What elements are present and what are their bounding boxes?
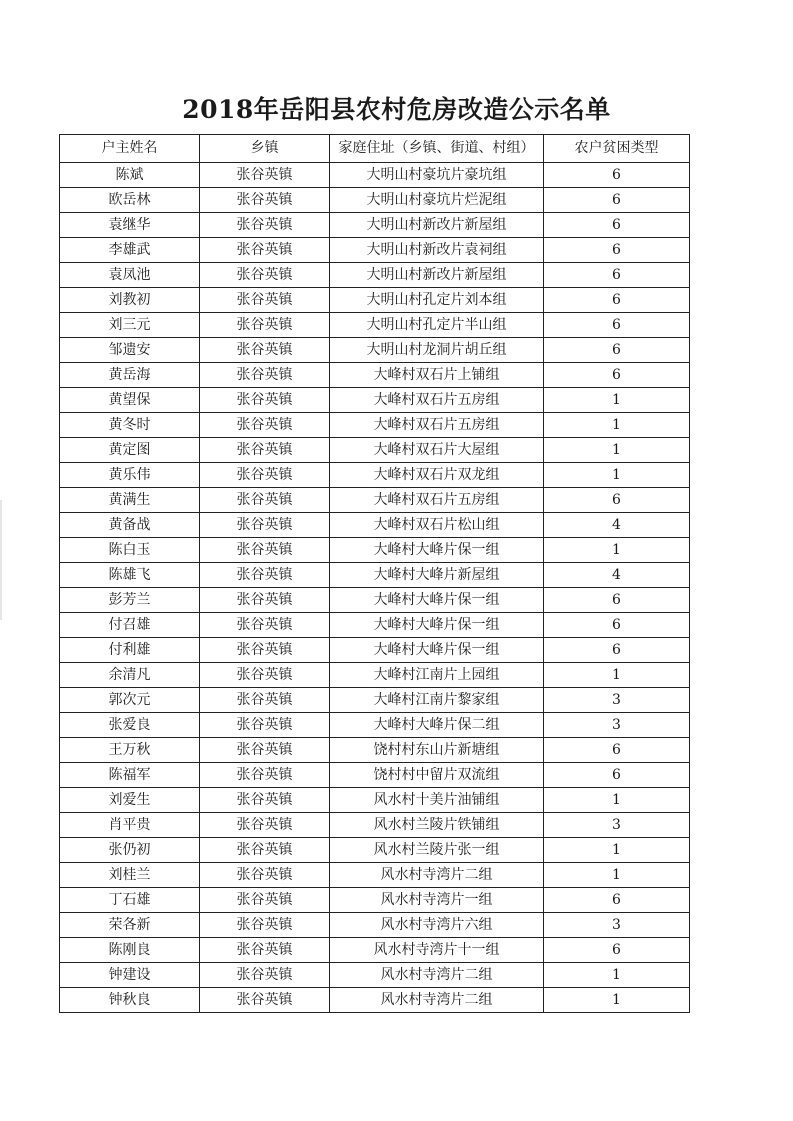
table-row: [60, 463, 690, 488]
table-row: [60, 263, 690, 288]
cell-address: 大峰村双石片五房组: [330, 488, 544, 513]
table-row: [60, 638, 690, 663]
cell-address: 风水村寺湾片十一组: [330, 938, 544, 963]
cell-address: 风水村寺湾片六组: [330, 913, 544, 938]
cell-town: 张谷英镇: [200, 913, 330, 938]
cell-householder-name: 钟秋良: [60, 988, 200, 1013]
cell-poverty-type: 3: [544, 713, 690, 738]
cell-address: 大峰村大峰片保二组: [330, 713, 544, 738]
table-row: [60, 538, 690, 563]
cell-town: 张谷英镇: [200, 288, 330, 313]
cell-town: 张谷英镇: [200, 788, 330, 813]
table-row: [60, 413, 690, 438]
table-row: [60, 488, 690, 513]
cell-poverty-type: 6: [544, 638, 690, 663]
table-row: [60, 213, 690, 238]
cell-poverty-type: 1: [544, 413, 690, 438]
cell-householder-name: 黄冬时: [60, 413, 200, 438]
table-row: [60, 338, 690, 363]
cell-address: 风水村寺湾片二组: [330, 963, 544, 988]
cell-address: 大明山村孔定片半山组: [330, 313, 544, 338]
cell-poverty-type: 1: [544, 463, 690, 488]
cell-householder-name: 袁继华: [60, 213, 200, 238]
header-householder-name: 户主姓名: [60, 135, 200, 163]
cell-address: 大明山村新改片袁祠组: [330, 238, 544, 263]
cell-town: 张谷英镇: [200, 438, 330, 463]
cell-address: 大峰村大峰片保一组: [330, 613, 544, 638]
cell-poverty-type: 3: [544, 813, 690, 838]
cell-poverty-type: 4: [544, 563, 690, 588]
cell-address: 大峰村江南片黎家组: [330, 688, 544, 713]
cell-address: 大明山村龙洞片胡丘组: [330, 338, 544, 363]
table-row: [60, 188, 690, 213]
table-row: [60, 613, 690, 638]
cell-town: 张谷英镇: [200, 338, 330, 363]
cell-householder-name: 钟建设: [60, 963, 200, 988]
cell-poverty-type: 6: [544, 488, 690, 513]
cell-town: 张谷英镇: [200, 388, 330, 413]
cell-householder-name: 陈福军: [60, 763, 200, 788]
cell-householder-name: 荣各新: [60, 913, 200, 938]
cell-householder-name: 陈刚良: [60, 938, 200, 963]
table-row: [60, 288, 690, 313]
cell-householder-name: 余清凡: [60, 663, 200, 688]
cell-poverty-type: 6: [544, 763, 690, 788]
cell-poverty-type: 1: [544, 438, 690, 463]
cell-address: 风水村兰陵片铁铺组: [330, 813, 544, 838]
cell-householder-name: 黄定图: [60, 438, 200, 463]
cell-poverty-type: 1: [544, 963, 690, 988]
cell-poverty-type: 1: [544, 388, 690, 413]
cell-town: 张谷英镇: [200, 588, 330, 613]
cell-address: 饶村村东山片新塘组: [330, 738, 544, 763]
cell-address: 大峰村大峰片新屋组: [330, 563, 544, 588]
cell-address: 大峰村双石片双龙组: [330, 463, 544, 488]
cell-town: 张谷英镇: [200, 613, 330, 638]
cell-town: 张谷英镇: [200, 713, 330, 738]
cell-householder-name: 陈斌: [60, 163, 200, 188]
cell-address: 大峰村大峰片保一组: [330, 538, 544, 563]
table-row: [60, 588, 690, 613]
cell-householder-name: 付召雄: [60, 613, 200, 638]
cell-householder-name: 欧岳林: [60, 188, 200, 213]
cell-town: 张谷英镇: [200, 638, 330, 663]
cell-poverty-type: 3: [544, 688, 690, 713]
cell-poverty-type: 6: [544, 313, 690, 338]
table-row: [60, 863, 690, 888]
cell-householder-name: 王万秋: [60, 738, 200, 763]
cell-address: 大峰村大峰片保一组: [330, 588, 544, 613]
cell-poverty-type: 6: [544, 188, 690, 213]
cell-town: 张谷英镇: [200, 863, 330, 888]
cell-householder-name: 肖平贵: [60, 813, 200, 838]
page-title: 2018年岳阳县农村危房改造公示名单: [182, 95, 611, 124]
cell-householder-name: 黄满生: [60, 488, 200, 513]
cell-poverty-type: 1: [544, 788, 690, 813]
cell-town: 张谷英镇: [200, 838, 330, 863]
cell-address: 大明山村豪坑片豪坑组: [330, 163, 544, 188]
cell-town: 张谷英镇: [200, 813, 330, 838]
table-row: [60, 913, 690, 938]
table-row: [60, 938, 690, 963]
cell-householder-name: 丁石雄: [60, 888, 200, 913]
cell-householder-name: 刘爱生: [60, 788, 200, 813]
cell-town: 张谷英镇: [200, 988, 330, 1013]
cell-address: 风水村寺湾片二组: [330, 988, 544, 1013]
cell-address: 大峰村江南片上园组: [330, 663, 544, 688]
cell-town: 张谷英镇: [200, 463, 330, 488]
cell-poverty-type: 6: [544, 938, 690, 963]
cell-address: 大明山村新改片新屋组: [330, 213, 544, 238]
header-address: 家庭住址（乡镇、街道、村组）: [330, 135, 544, 163]
table-row: [60, 788, 690, 813]
table-header: [60, 135, 690, 163]
cell-town: 张谷英镇: [200, 213, 330, 238]
cell-poverty-type: 1: [544, 838, 690, 863]
cell-town: 张谷英镇: [200, 538, 330, 563]
cell-address: 大峰村大峰片保一组: [330, 638, 544, 663]
cell-householder-name: 刘桂兰: [60, 863, 200, 888]
cell-poverty-type: 1: [544, 863, 690, 888]
cell-poverty-type: 6: [544, 338, 690, 363]
header-town: 乡镇: [200, 135, 330, 163]
cell-householder-name: 黄备战: [60, 513, 200, 538]
cell-town: 张谷英镇: [200, 738, 330, 763]
cell-householder-name: 张爱良: [60, 713, 200, 738]
table-row: [60, 888, 690, 913]
cell-address: 风水村十美片油铺组: [330, 788, 544, 813]
cell-poverty-type: 6: [544, 163, 690, 188]
table-row: [60, 438, 690, 463]
cell-poverty-type: 1: [544, 538, 690, 563]
cell-poverty-type: 6: [544, 213, 690, 238]
table-row: [60, 563, 690, 588]
table-row: [60, 363, 690, 388]
cell-address: 风水村兰陵片张一组: [330, 838, 544, 863]
cell-householder-name: 张仍初: [60, 838, 200, 863]
cell-town: 张谷英镇: [200, 938, 330, 963]
table-row: [60, 513, 690, 538]
cell-address: 大峰村双石片五房组: [330, 388, 544, 413]
cell-poverty-type: 1: [544, 988, 690, 1013]
cell-town: 张谷英镇: [200, 313, 330, 338]
cell-town: 张谷英镇: [200, 163, 330, 188]
cell-town: 张谷英镇: [200, 238, 330, 263]
cell-householder-name: 刘三元: [60, 313, 200, 338]
cell-town: 张谷英镇: [200, 688, 330, 713]
scan-edge-mark: [0, 500, 2, 620]
cell-address: 大明山村豪坑片烂泥组: [330, 188, 544, 213]
cell-poverty-type: 6: [544, 738, 690, 763]
cell-householder-name: 付利雄: [60, 638, 200, 663]
cell-address: 风水村寺湾片一组: [330, 888, 544, 913]
cell-poverty-type: 6: [544, 263, 690, 288]
cell-householder-name: 邹遗安: [60, 338, 200, 363]
cell-town: 张谷英镇: [200, 888, 330, 913]
cell-town: 张谷英镇: [200, 413, 330, 438]
cell-poverty-type: 6: [544, 588, 690, 613]
cell-town: 张谷英镇: [200, 763, 330, 788]
cell-poverty-type: 1: [544, 663, 690, 688]
cell-poverty-type: 6: [544, 238, 690, 263]
table-row: [60, 313, 690, 338]
cell-householder-name: 陈白玉: [60, 538, 200, 563]
table-row: [60, 963, 690, 988]
cell-householder-name: 袁凤池: [60, 263, 200, 288]
cell-town: 张谷英镇: [200, 563, 330, 588]
table-row: [60, 713, 690, 738]
cell-town: 张谷英镇: [200, 963, 330, 988]
cell-town: 张谷英镇: [200, 488, 330, 513]
cell-householder-name: 黄望保: [60, 388, 200, 413]
cell-householder-name: 陈雄飞: [60, 563, 200, 588]
table-row: [60, 813, 690, 838]
table-body: [60, 163, 690, 1013]
table-row: [60, 238, 690, 263]
cell-poverty-type: 6: [544, 288, 690, 313]
cell-address: 风水村寺湾片二组: [330, 863, 544, 888]
cell-town: 张谷英镇: [200, 363, 330, 388]
cell-householder-name: 黄乐伟: [60, 463, 200, 488]
cell-address: 大峰村双石片上铺组: [330, 363, 544, 388]
cell-poverty-type: 6: [544, 613, 690, 638]
cell-town: 张谷英镇: [200, 263, 330, 288]
header-row: [60, 135, 690, 163]
cell-poverty-type: 4: [544, 513, 690, 538]
table-row: [60, 738, 690, 763]
cell-poverty-type: 6: [544, 888, 690, 913]
cell-address: 大明山村新改片新屋组: [330, 263, 544, 288]
cell-poverty-type: 3: [544, 913, 690, 938]
table-row: [60, 988, 690, 1013]
header-poverty-type: 农户贫困类型: [544, 135, 690, 163]
cell-householder-name: 黄岳海: [60, 363, 200, 388]
cell-householder-name: 郭次元: [60, 688, 200, 713]
table-row: [60, 388, 690, 413]
table-row: [60, 763, 690, 788]
table-row: [60, 663, 690, 688]
table-row: [60, 688, 690, 713]
publicity-list-table: [59, 134, 690, 1013]
cell-address: 大峰村双石片大屋组: [330, 438, 544, 463]
cell-householder-name: 刘教初: [60, 288, 200, 313]
cell-poverty-type: 6: [544, 363, 690, 388]
cell-householder-name: 彭芳兰: [60, 588, 200, 613]
cell-address: 大明山村孔定片刘本组: [330, 288, 544, 313]
table-row: [60, 838, 690, 863]
cell-town: 张谷英镇: [200, 663, 330, 688]
cell-householder-name: 李雄武: [60, 238, 200, 263]
cell-town: 张谷英镇: [200, 188, 330, 213]
cell-town: 张谷英镇: [200, 513, 330, 538]
cell-address: 大峰村双石片松山组: [330, 513, 544, 538]
table-row: [60, 163, 690, 188]
cell-address: 大峰村双石片五房组: [330, 413, 544, 438]
cell-address: 饶村村中留片双流组: [330, 763, 544, 788]
